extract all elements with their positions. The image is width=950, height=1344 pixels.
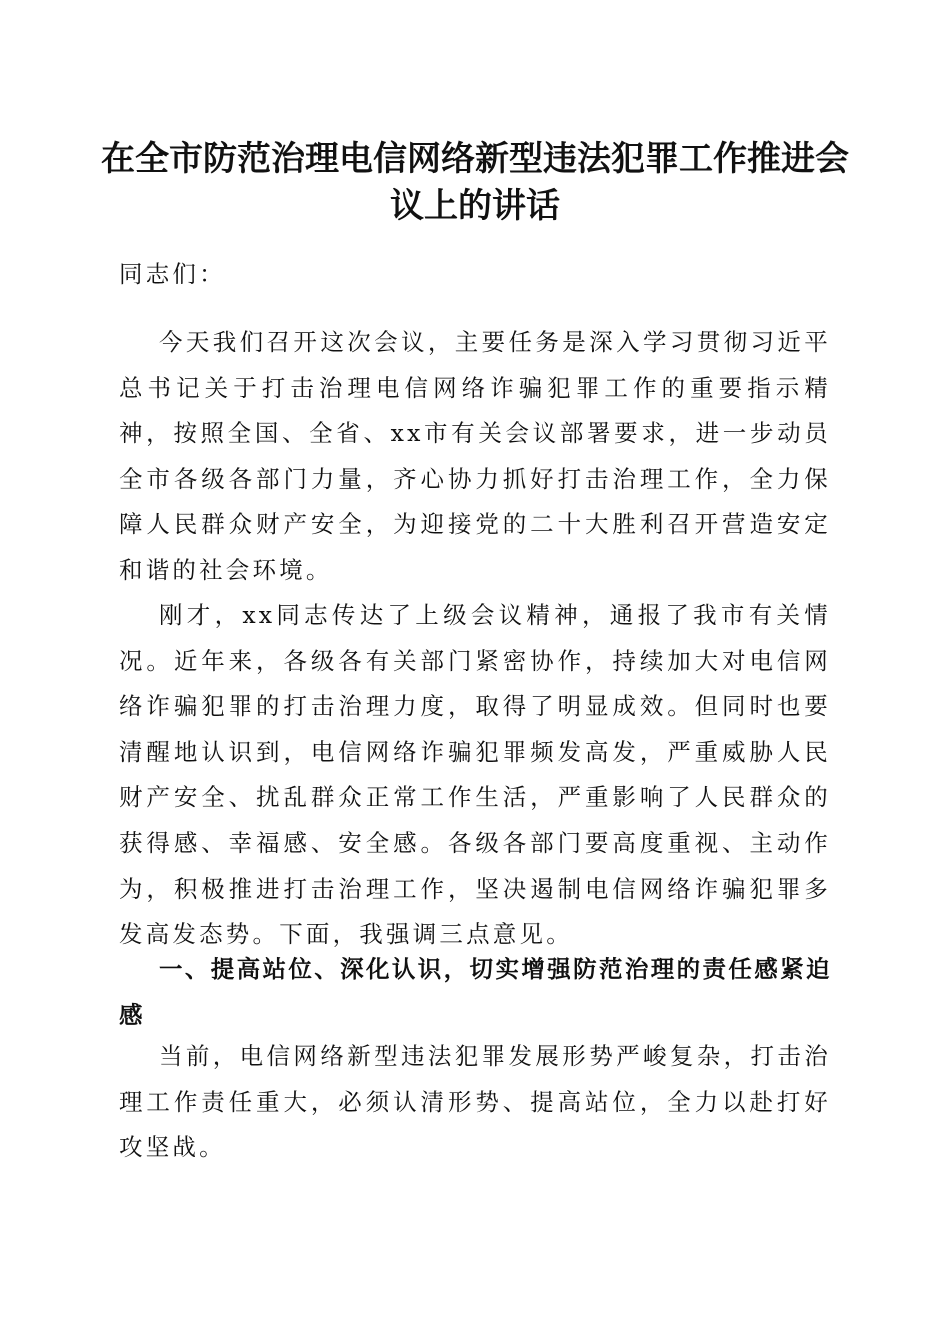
salutation: 同志们：	[119, 260, 226, 288]
section-paragraph: 当前，电信网络新型违法犯罪发展形势严峻复杂，打击治理工作责任重大，必须认清形势、提高站位，全力以赴打好攻坚战。	[119, 1042, 831, 1162]
document-title: 在全市防范治理电信网络新型违法犯罪工作推进会议上的讲话	[101, 139, 849, 226]
paragraph-2: 刚才，xx同志传达了上级会议精神，通报了我市有关情况。近年来，各级各有关部门紧密协作，持续加大对电信网络诈骗犯罪的打击治理力度，取得了明显成效。但同时也要清醒地认识到，电信网络诈骗犯罪频发高发，严重威胁人民财产安全、扰乱群众正常工作生活，严重影响了人民群众的获得感、幸福感、安全感。各级各部门要高度重视、主动作为，积极推进打击治理工作，坚决遏制电信网络诈骗犯罪多发高发态势。下面，我强调三点意见。	[119, 601, 831, 949]
paragraph-1: 今天我们召开这次会议，主要任务是深入学习贯彻习近平总书记关于打击治理电信网络诈骗犯罪工作的重要指示精神，按照全国、全省、xx市有关会议部署要求，进一步动员全市各级各部门力量，齐心协力抓好打击治理工作，全力保障人民群众财产安全，为迎接党的二十大胜利召开营造安定和谐的社会环境。	[119, 328, 831, 584]
section-heading: 一、提高站位、深化认识，切实增强防范治理的责任感紧迫感	[119, 955, 831, 1029]
